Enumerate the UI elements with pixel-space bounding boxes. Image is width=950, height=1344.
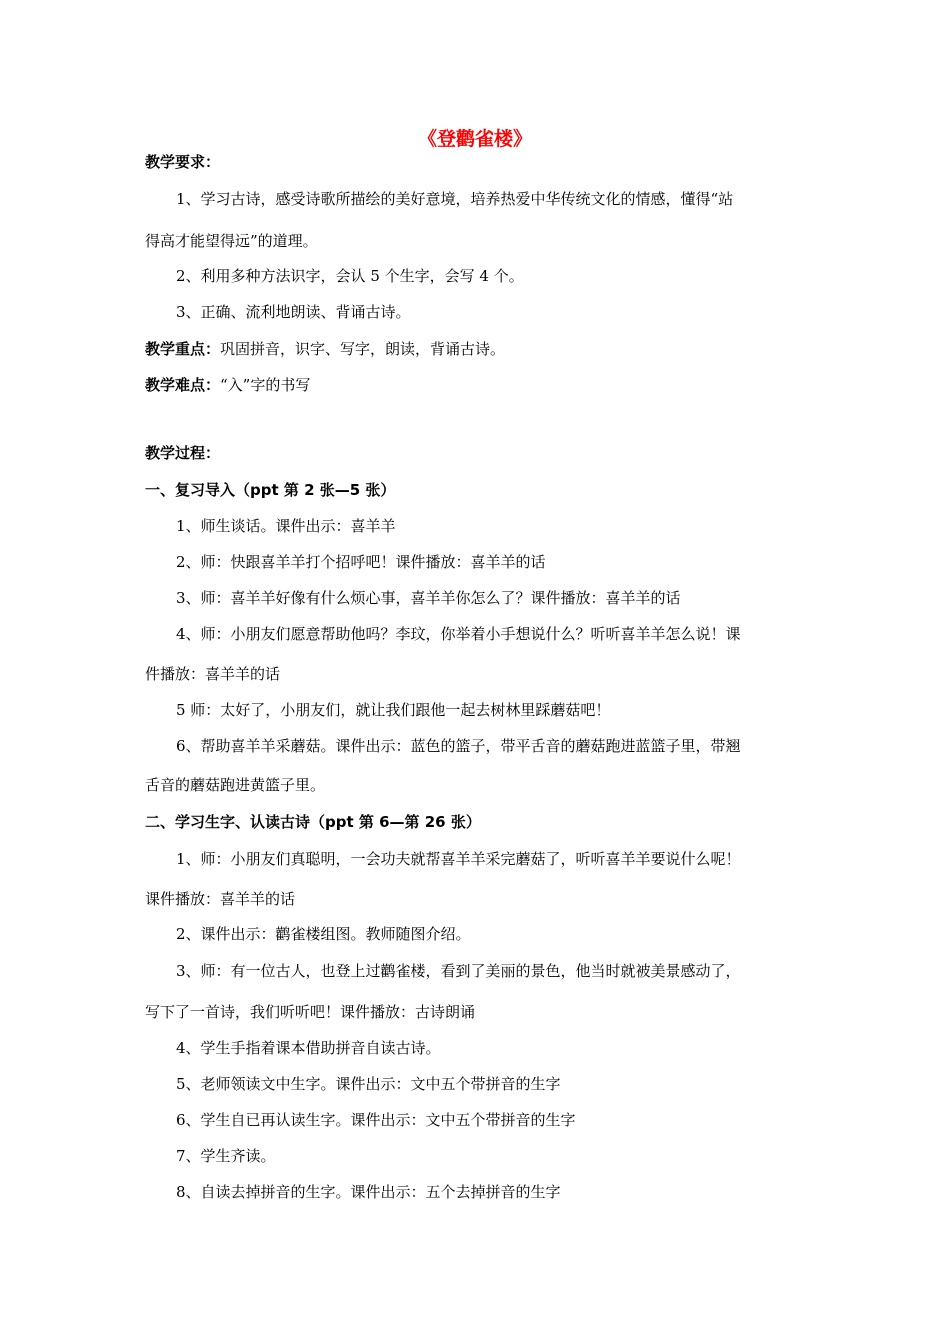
section2-step-4: 4、学生手指着课本借助拼音自读古诗。 bbox=[176, 1039, 441, 1057]
section2-step-1b: 课件播放：喜羊羊的话 bbox=[145, 890, 296, 908]
section1-step-5: 5 师：太好了，小朋友们，就让我们跟他一起去树林里踩蘑菇吧！ bbox=[176, 701, 611, 719]
section1-step-6b: 舌音的蘑菇跑进黄篮子里。 bbox=[145, 776, 326, 794]
process-heading: 教学过程： bbox=[145, 444, 221, 462]
section1-step-1: 1、师生谈话。课件出示：喜羊羊 bbox=[176, 517, 396, 535]
requirement-2: 2、利用多种方法识字，会认 5 个生字，会写 4 个。 bbox=[176, 267, 524, 285]
key-points bbox=[145, 337, 505, 361]
section2-step-5: 5、老师领读文中生字。课件出示：文中五个带拼音的生字 bbox=[176, 1075, 561, 1093]
section1-step-4b: 件播放：喜羊羊的话 bbox=[145, 665, 281, 683]
section2-step-3b: 写下了一首诗，我们听听吧！课件播放：古诗朗诵 bbox=[145, 1003, 476, 1021]
section2-step-8: 8、自读去掉拼音的生字。课件出示：五个去掉拼音的生字 bbox=[176, 1183, 561, 1201]
section1-step-2: 2、师：快跟喜羊羊打个招呼吧！课件播放：喜羊羊的话 bbox=[176, 553, 546, 571]
requirement-3: 3、正确、流利地朗读、背诵古诗。 bbox=[176, 303, 411, 321]
section1-step-4a: 4、师：小朋友们愿意帮助他吗？李玟，你举着小手想说什么？听听喜羊羊怎么说！课 bbox=[176, 625, 741, 643]
difficulty-text: “入”字的书写 bbox=[220, 376, 311, 394]
document-title: 《登鹳雀楼》 bbox=[417, 128, 532, 150]
section2-step-1a: 1、师：小朋友们真聪明，一会功夫就帮喜羊羊采完蘑菇了，听听喜羊羊要说什么呢！ bbox=[176, 850, 741, 868]
section2-heading: 二、学习生字、认读古诗（ppt 第 6—第 26 张） bbox=[145, 813, 481, 831]
section2-step-2: 2、课件出示：鹳雀楼组图。教师随图介绍。 bbox=[176, 925, 471, 943]
section1-step-6a: 6、帮助喜羊羊采蘑菇。课件出示：蓝色的篮子，带平舌音的蘑菇跑进蓝篮子里，带翘 bbox=[176, 737, 741, 755]
section2-step-6: 6、学生自已再认读生字。课件出示：文中五个带拼音的生字 bbox=[176, 1111, 576, 1129]
requirements-heading: 教学要求： bbox=[145, 153, 221, 171]
section1-heading: 一、复习导入（ppt 第 2 张—5 张） bbox=[145, 481, 396, 499]
section2-step-7: 7、学生齐读。 bbox=[176, 1147, 276, 1165]
requirement-1b: 得高才能望得远”的道理。 bbox=[145, 232, 318, 250]
requirement-1a: 1、学习古诗，感受诗歌所描绘的美好意境，培养热爱中华传统文化的情感，懂得“站 bbox=[176, 190, 734, 208]
section1-step-3: 3、师：喜羊羊好像有什么烦心事，喜羊羊你怎么了？课件播放：喜羊羊的话 bbox=[176, 589, 681, 607]
difficulty bbox=[145, 373, 310, 397]
difficulty-label: 教学难点： bbox=[145, 376, 221, 394]
key-points-label: 教学重点： bbox=[145, 340, 221, 358]
section2-step-3a: 3、师：有一位古人，也登上过鹳雀楼，看到了美丽的景色，他当时就被美景感动了， bbox=[176, 962, 741, 980]
key-points-text: 巩固拼音，识字、写字，朗读，背诵古诗。 bbox=[220, 340, 506, 358]
